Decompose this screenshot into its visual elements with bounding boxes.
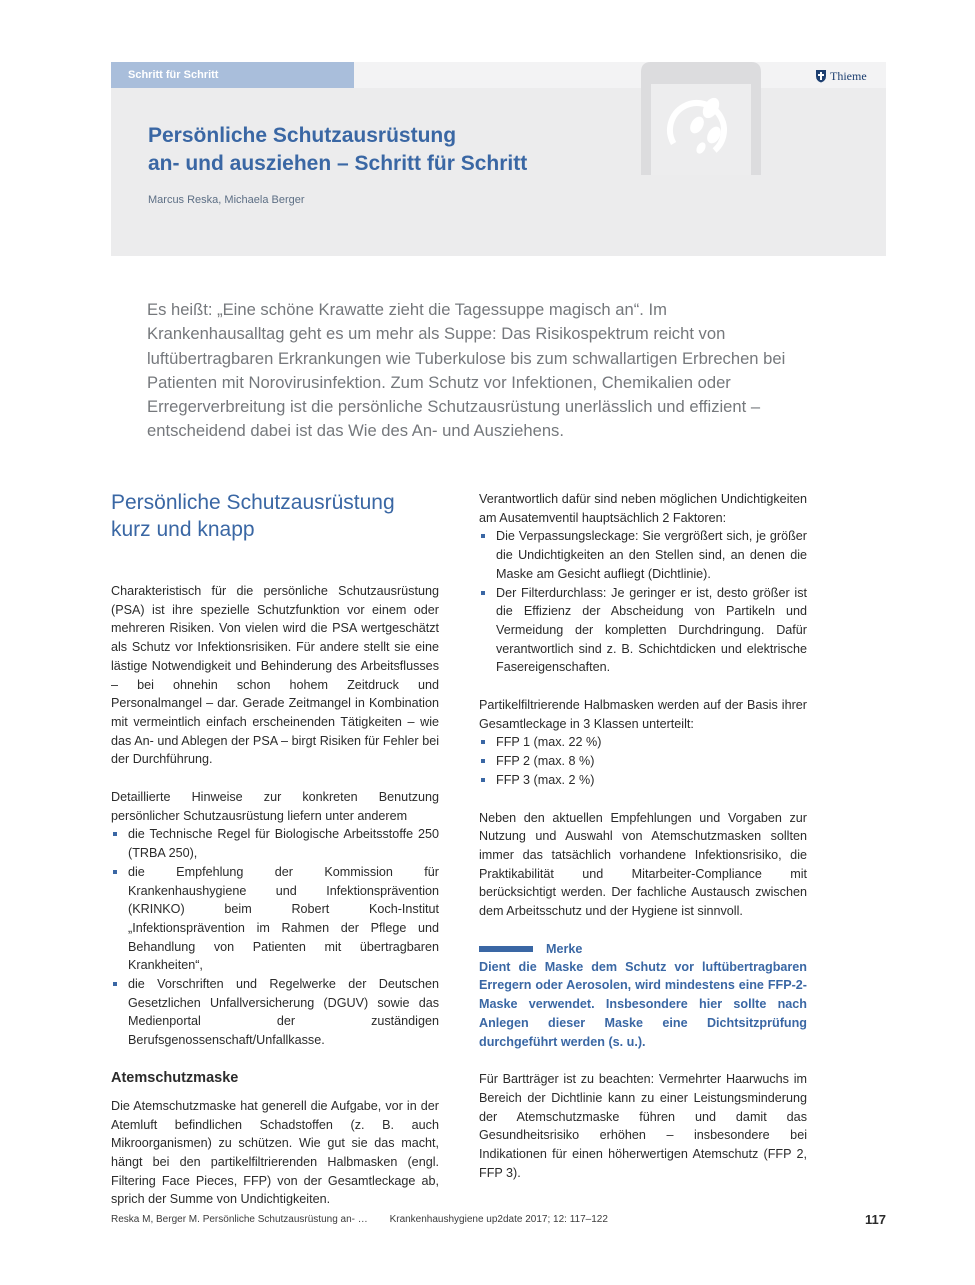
bullet-list (479, 527, 807, 677)
list-item: Die Verpassungsleckage: Sie vergrößert sich, je größer die Undichtigkeiten an den Stellen sind, an denen die Maske am Gesicht aufliegt (Dichtlinie). (479, 527, 807, 583)
citation: Reska M, Berger M. Persönliche Schutzausrüstung an- … (111, 1214, 368, 1225)
right-column (479, 490, 807, 1183)
subheading: Atemschutzmaske (111, 1069, 239, 1086)
bullet-list (479, 733, 807, 789)
section-label: Schritt für Schritt (111, 62, 354, 88)
bullet-icon (481, 759, 485, 763)
left-column (111, 489, 439, 1209)
merke-label: Merke (546, 941, 583, 956)
footsteps-icon (641, 62, 761, 175)
bullet-icon (113, 982, 117, 986)
list-item: FFP 2 (max. 8 %) (479, 752, 807, 771)
bullet-icon (481, 740, 485, 744)
thieme-logo-icon (815, 69, 827, 83)
section-heading-line-2: kurz und knapp (111, 518, 255, 541)
title-line-2: an- und ausziehen – Schritt für Schritt (148, 152, 528, 175)
bullet-icon (113, 870, 117, 874)
authors: Marcus Reska, Michaela Berger (148, 194, 305, 206)
intro-text: Es heißt: „Eine schöne Krawatte zieht die Tagessuppe magisch an“. Im Krankenhausalltag geht es um mehr als Suppe: Das Risikospektrum reicht von luftübertragbaren Erkrankungen wie Tuberkulose bis zum schwallartigen Erbrechen bei Patienten mit Norovirusinfektion. Zum Schutz vor Infektionen, Chemikalien oder Erregerverbreitung ist die persönliche Schutzausrüstung unerlässlich und effizient – entscheidend dabei ist das Wie des An- und Ausziehens. (147, 300, 786, 441)
list-item: Der Filterdurchlass: Je geringer er ist, desto größer ist die Effizienz der Abscheidung von Partikeln und Vermeidung der kompletten Durchdringung. Dafür verantwortlich sind z. B. Schichtdicken und elektrische Fasereigenschaften. (479, 584, 807, 678)
page-number: 117 (865, 1212, 886, 1227)
merke-bar-icon (479, 946, 533, 952)
article-title (148, 122, 628, 178)
paragraph: Die Atemschutzmaske hat generell die Aufgabe, vor in der Atemluft befindlichen Schadstoffen (z. B. auch Mikroorganismen) zu schützen. Wie gut sie das macht, hängt bei den partikelfiltrierenden Halbmasken (engl. Filtering Face Pieces, FFP) von der Gesamtleckage ab, sprich der Summe von Undichtigkeiten. (111, 1098, 439, 1207)
paragraph: Verantwortlich dafür sind neben möglichen Undichtigkeiten am Ausatemventil hauptsächlich 2 Faktoren: (479, 492, 807, 525)
publisher-logo (815, 68, 867, 84)
merke-box-header (479, 940, 807, 958)
paragraph: Charakteristisch für die persönliche Schutzausrüstung (PSA) ist ihre spezielle Schutzfunktion vor einem oder mehreren Risiken. Von vielen wird die PSA wertgeschätzt als Schutz vor Infektionsrisiken. Für andere stellt sie eine lästige Notwendigkeit und Behinderung des Arbeitsflusses – bei ohnehin schon hohem Zeitdruck und Personalmangel – dar. Gerade Zeitmangel in Kombination mit vermeintlich einfach erscheinenden Tätigkeiten – wie das An- und Ablegen der PSA – birgt Risiken für Fehler bei der Durchführung. (111, 584, 439, 767)
list-item: FFP 3 (max. 2 %) (479, 771, 807, 790)
bullet-list (111, 825, 439, 1049)
section-heading-line-1: Persönliche Schutzausrüstung (111, 491, 395, 514)
paragraph: Neben den aktuellen Empfehlungen und Vorgaben zur Nutzung und Auswahl von Atemschutzmasken sollten immer das tatsächlich vorhandene Infektionsrisiko, die Praktikabilität und Mitarbeiter-Compliance mit berücksichtigt werden. Der fachliche Austausch zwischen dem Arbeitsschutz und der Hygiene ist sinnvoll. (479, 810, 807, 919)
paragraph: Partikelfiltrierende Halbmasken werden auf der Basis ihrer Gesamtleckage in 3 Klassen unterteilt: (479, 698, 807, 731)
bullet-icon (481, 591, 485, 595)
header-strip (354, 62, 886, 88)
footer-citation (111, 1214, 627, 1225)
list-item: die Vorschriften und Regelwerke der Deutschen Gesetzlichen Unfallversicherung (DGUV) sowie das Medienportal der zuständigen Berufsgenossenschaft/Unfallkasse. (111, 975, 439, 1050)
paragraph: Detaillierte Hinweise zur konkreten Benutzung persönlicher Schutzausrüstung liefern unter anderem (111, 790, 439, 823)
list-item: die Technische Regel für Biologische Arbeitsstoffe 250 (TRBA 250), (111, 825, 439, 862)
section-heading (111, 489, 439, 543)
bullet-icon (481, 778, 485, 782)
merke-text: Dient die Maske dem Schutz vor luftübertragbaren Erregern oder Aerosolen, wird mindestens eine FFP-2-Maske verwendet. Insbesondere hier sollte nach Anlegen dieser Maske eine Dichtsitzprüfung durchgeführt werden (s. u.). (479, 959, 807, 1049)
publisher-name: Thieme (830, 68, 867, 83)
bullet-icon (113, 832, 117, 836)
title-line-1: Persönliche Schutzausrüstung (148, 124, 457, 147)
journal-reference: Krankenhaushygiene up2date 2017; 12: 117–122 (389, 1214, 608, 1225)
list-item: die Empfehlung der Kommission für Krankenhaushygiene und Infektionsprävention (KRINKO) beim Robert Koch-Institut „Infektionsprävention im Rahmen der Pflege und Behandlung von Patienten mit übertragbaren Krankheiten“, (111, 863, 439, 975)
bullet-icon (481, 534, 485, 538)
list-item: FFP 1 (max. 22 %) (479, 733, 807, 752)
paragraph: Für Bartträger ist zu beachten: Vermehrter Haarwuchs im Bereich der Dichtlinie kann zu einer Leistungsminderung der Atemschutzmaske führen und damit das Gesundheitsrisiko erhöhen – insbesondere bei Indikationen für einen höherwertigen Atemschutz (FFP 2, FFP 3). (479, 1072, 807, 1180)
